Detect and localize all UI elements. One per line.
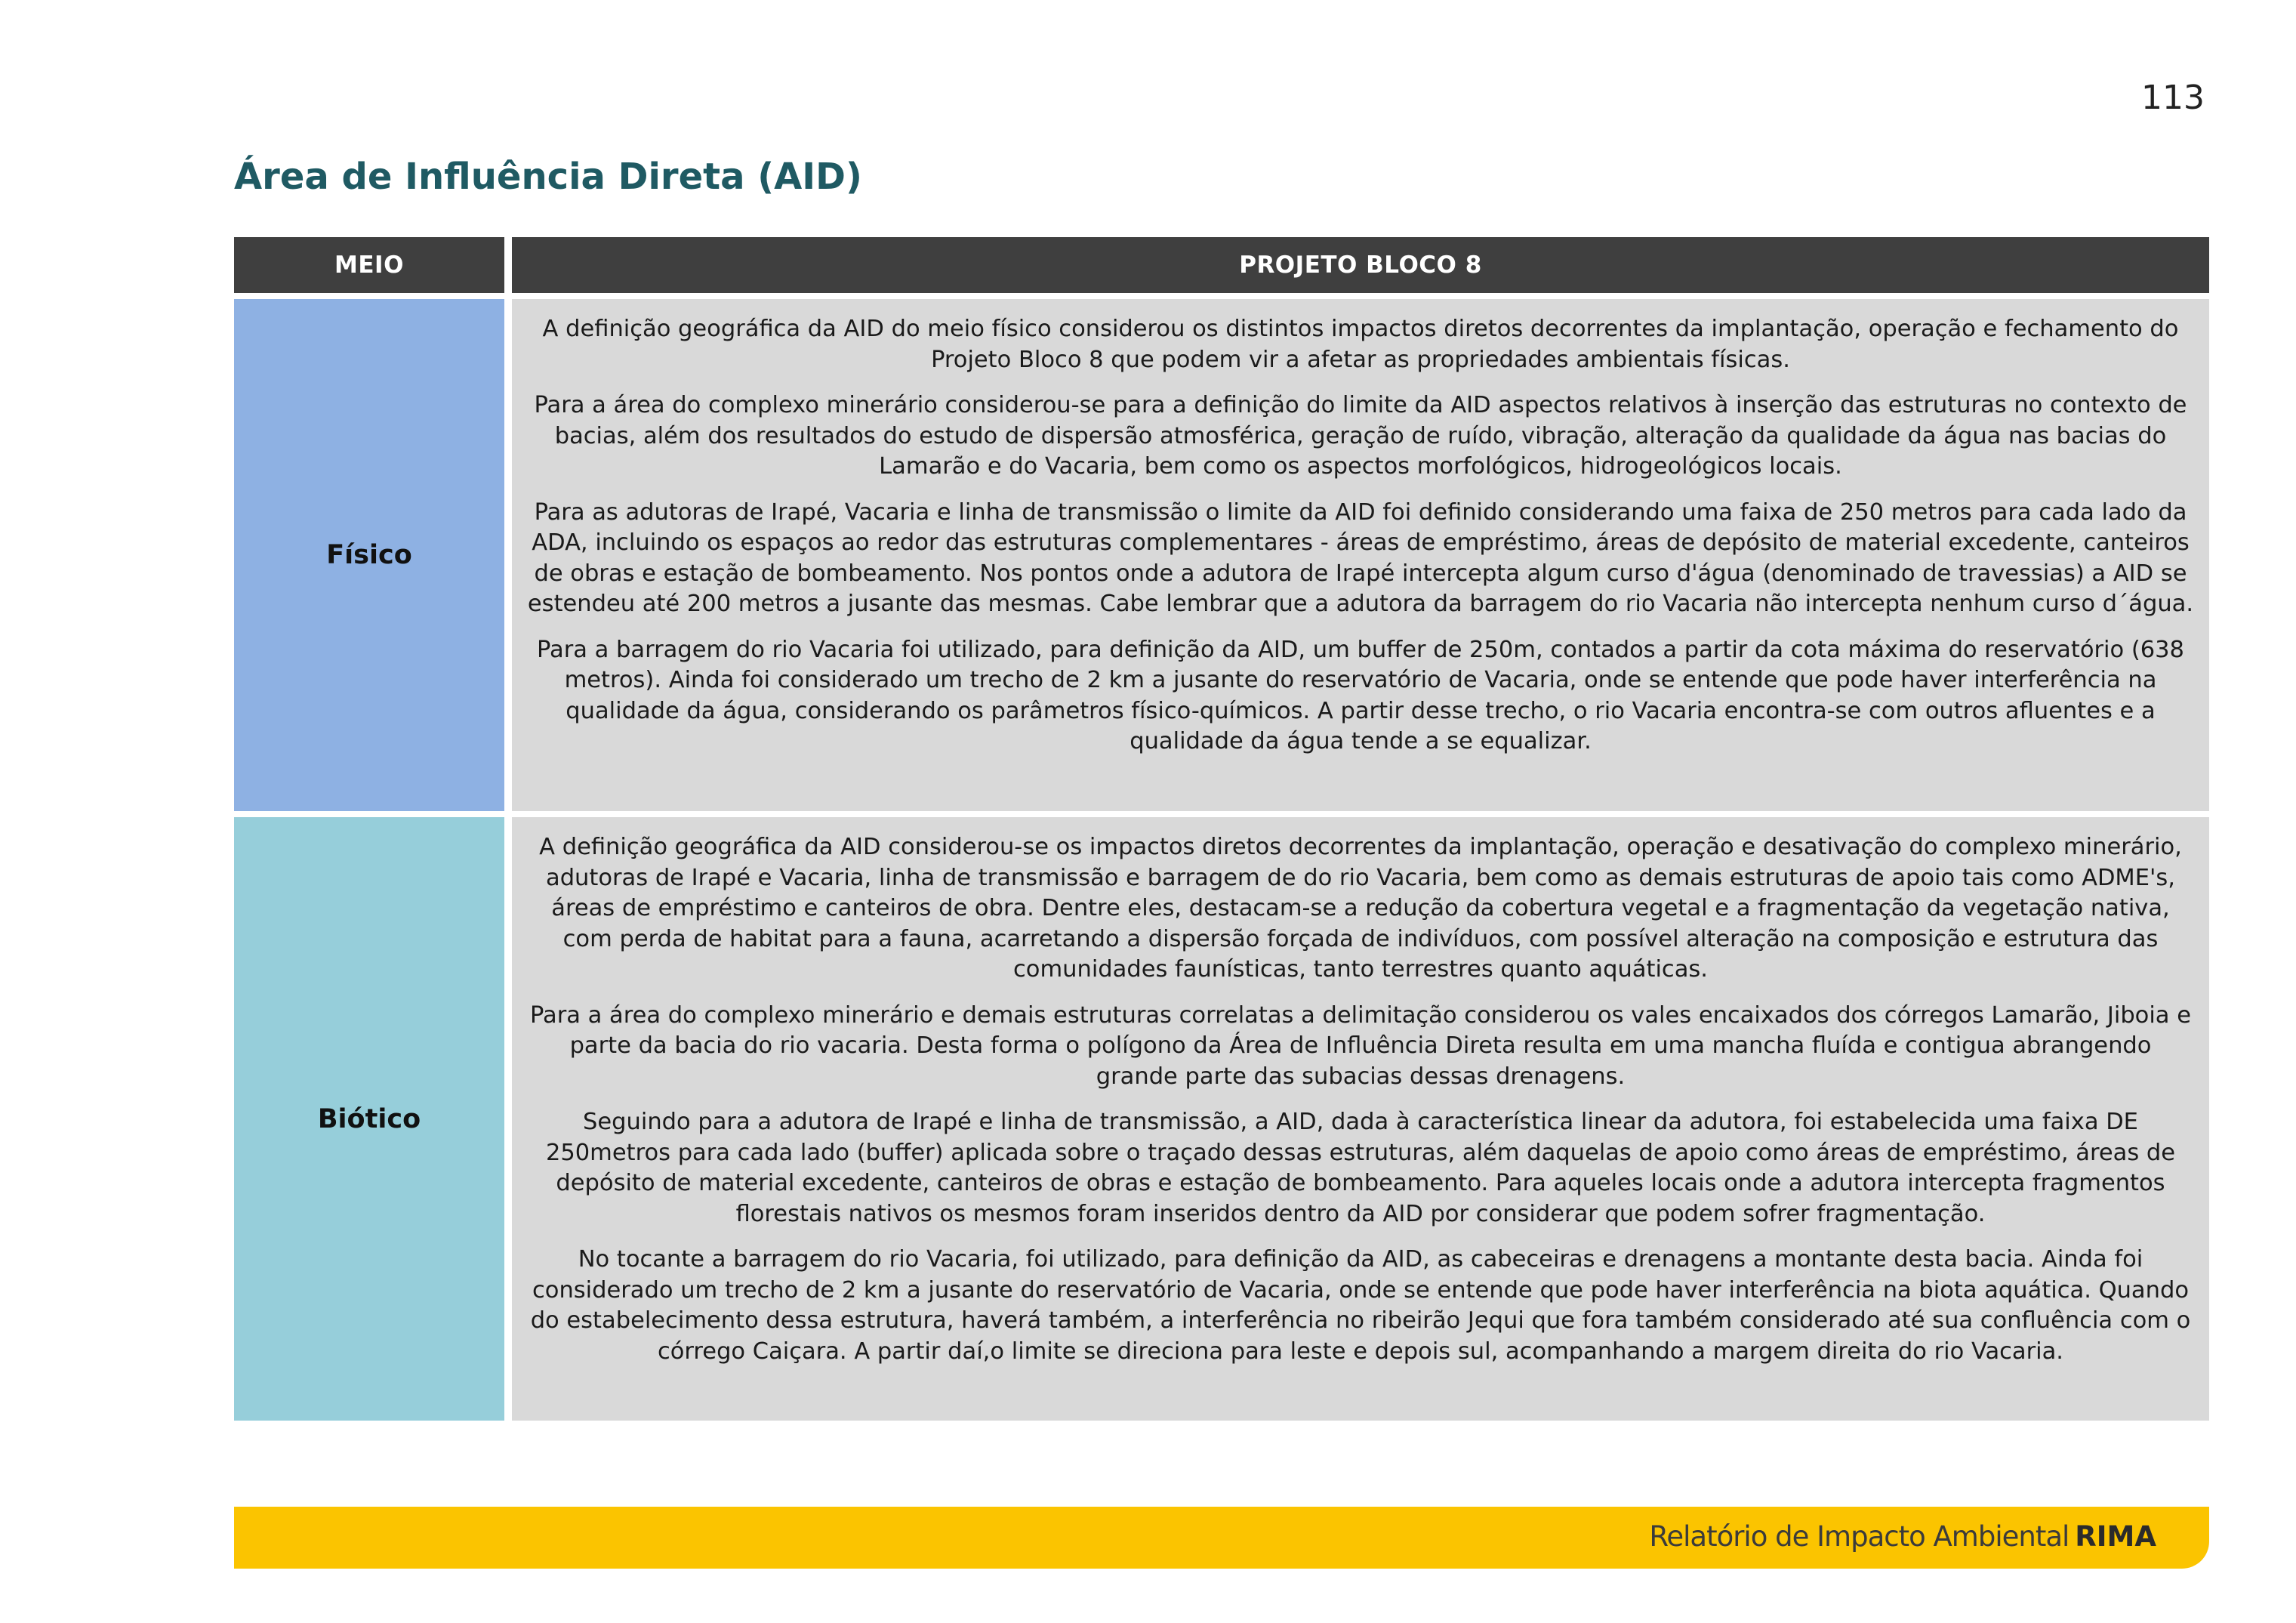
header-projeto: PROJETO BLOCO 8 xyxy=(512,237,2209,293)
paragraph: No tocante a barragem do rio Vacaria, foi utilizado, para definição da AID, as cabeceiras e drenagens a montante desta bacia. Ainda foi considerado um trecho de 2 km a jusante do reservatório de Vacaria, onde se entende que pode haver interferência na biota aquática. Quando do estabelecimento dessa estrutura, haverá também, a interferência no ribeirão Jequi que fora também considerado até sua confluência com o córrego Caiçara. A partir daí,o limite se direciona para leste e depois sul, acompanhando a margem direita do rio Vacaria. xyxy=(530,1246,2191,1365)
footer-text: Relatório de Impacto Ambiental xyxy=(1649,1520,2069,1553)
description-cell-biotico xyxy=(512,817,2209,1421)
page-number: 113 xyxy=(2141,79,2205,117)
footer-acronym: RIMA xyxy=(2075,1520,2156,1553)
table-row-fisico xyxy=(234,299,2209,811)
page-title: Área de Influência Direta (AID) xyxy=(234,156,862,198)
table-row-biotico xyxy=(234,817,2209,1421)
paragraph: Para as adutoras de Irapé, Vacaria e linha de transmissão o limite da AID foi definido considerando uma faixa de 250 metros para cada lado da ADA, incluindo os espaços ao redor das estruturas complementares - áreas de empréstimo, áreas de depósito de material excedente, canteiros de obras e estação de bombeamento. Nos pontos onde a adutora de Irapé intercepta algum curso d'água (denominado de travessias) a AID se estendeu até 200 metros a jusante das mesmas. Cabe lembrar que a adutora da barragem do rio Vacaria não intercepta nenhum curso d´água. xyxy=(527,498,2194,617)
paragraph: Para a área do complexo minerário e demais estruturas correlatas a delimitação considerou os vales encaixados dos córregos Lamarão, Jiboia e parte da bacia do rio vacaria. Desta forma o polígono da Área de Influência Direta resulta em uma mancha fluída e contigua abrangendo grande parte das subacias dessas drenagens. xyxy=(530,1001,2191,1090)
description-cell-fisico xyxy=(512,299,2209,811)
paragraph: A definição geográfica da AID considerou-se os impactos diretos decorrentes da implantação, operação e desativação do complexo minerário, adutoras de Irapé e Vacaria, linha de transmissão e barragem de do rio Vacaria, bem como as demais estruturas de apoio tais como ADME's, áreas de empréstimo e canteiros de obra. Dentre eles, destacam-se a redução da cobertura vegetal e a fragmentação da vegetação nativa, com perda de habitat para a fauna, acarretando a dispersão forçada de indivíduos, com possível alteração na composição e estrutura das comunidades faunísticas, tanto terrestres quanto aquáticas. xyxy=(539,834,2182,983)
paragraph: Para a área do complexo minerário considerou-se para a definição do limite da AID aspectos relativos à inserção das estruturas no contexto de bacias, além dos resultados do estudo de dispersão atmosférica, geração de ruído, vibração, alteração da qualidade da água nas bacias do Lamarão e do Vacaria, bem como os aspectos morfológicos, hidrogeológicos locais. xyxy=(534,392,2187,480)
meio-label-fisico: Físico xyxy=(234,299,504,811)
meio-label-biotico: Biótico xyxy=(234,817,504,1421)
table-header-row xyxy=(234,237,2209,293)
header-meio: MEIO xyxy=(234,237,504,293)
footer-bar xyxy=(234,1507,2209,1569)
paragraph: Seguindo para a adutora de Irapé e linha de transmissão, a AID, dada à característica linear da adutora, foi estabelecida uma faixa DE 250metros para cada lado (buffer) aplicada sobre o traçado dessas estruturas, além daquelas de apoio como áreas de empréstimo, áreas de depósito de material excedente, canteiros de obras e estação de bombeamento. Para aqueles locais onde a adutora intercepta fragmentos florestais nativos os mesmos foram inseridos dentro da AID por considerar que podem sofrer fragmentação. xyxy=(545,1109,2176,1227)
paragraph: Para a barragem do rio Vacaria foi utilizado, para definição da AID, um buffer de 250m, contados a partir da cota máxima do reservatório (638 metros). Ainda foi considerado um trecho de 2 km a jusante do reservatório de Vacaria, onde se entende que pode haver interferência na qualidade da água, considerando os parâmetros físico-químicos. A partir desse trecho, o rio Vacaria encontra-se com outros afluentes e a qualidade da água tende a se equalizar. xyxy=(537,636,2184,754)
footer-title xyxy=(1649,1520,2156,1553)
paragraph: A definição geográfica da AID do meio físico considerou os distintos impactos diretos decorrentes da implantação, operação e fechamento do Projeto Bloco 8 que podem vir a afetar as propriedades ambientais físicas. xyxy=(542,316,2179,373)
aid-table xyxy=(234,237,2209,1421)
